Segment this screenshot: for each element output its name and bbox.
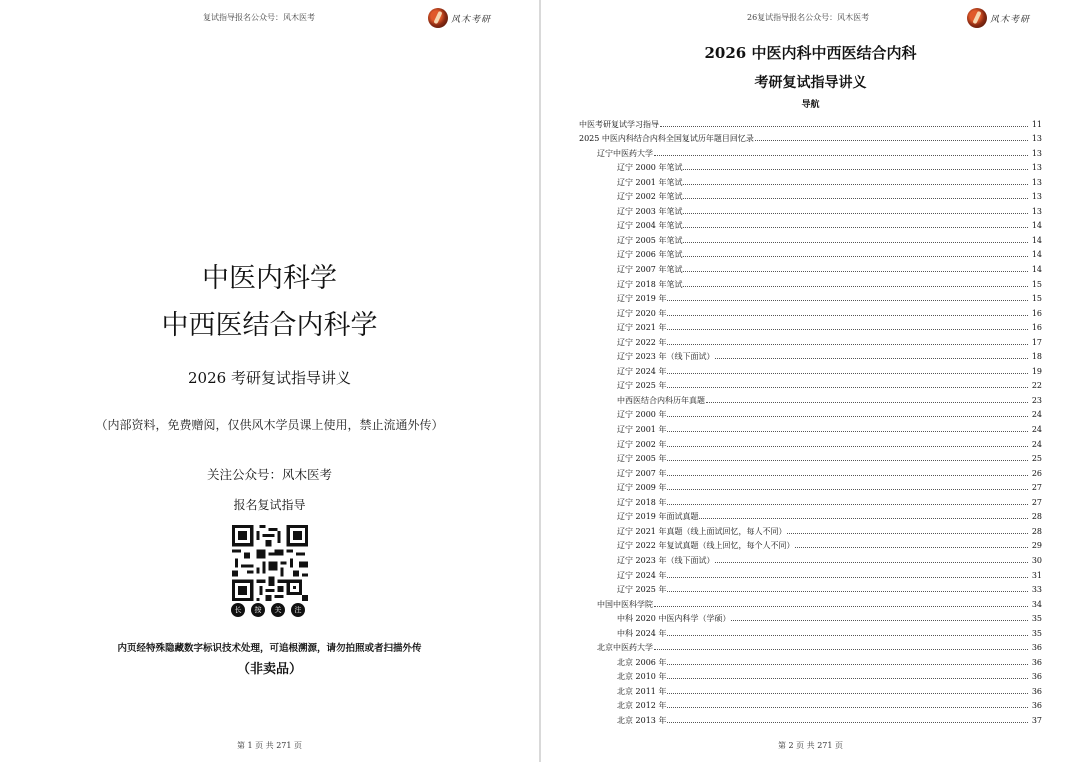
toc-entry-page: 23 <box>1031 395 1042 405</box>
toc-entry-page: 26 <box>1031 468 1042 478</box>
toc-entry[interactable] <box>579 376 1042 391</box>
brand-logo <box>967 8 1030 28</box>
toc-entry-label: 中医考研复试学习指导 <box>579 119 659 129</box>
toc-entry-label: 辽宁 2022 年复试真题（线上回忆，每个人不同） <box>617 541 795 551</box>
toc-entry-label: 北京 2010 年 <box>617 672 667 682</box>
toc-leader-dots <box>683 256 1028 257</box>
toc-entry-page: 18 <box>1031 352 1042 362</box>
toc-entry-page: 36 <box>1031 701 1042 711</box>
toc-entry[interactable] <box>579 259 1042 274</box>
toc-entry[interactable] <box>579 245 1042 260</box>
toc-entry-label: 辽宁 2024 年 <box>617 366 667 376</box>
toc-entry-page: 37 <box>1031 715 1042 725</box>
toc-entry[interactable] <box>579 390 1042 405</box>
toc-entry-label: 中西医结合内科历年真题 <box>617 395 705 405</box>
toc-entry-page: 22 <box>1031 381 1042 391</box>
page-footer: 第 1 页 共 271 页 <box>236 741 303 750</box>
toc-entry[interactable] <box>579 638 1042 653</box>
page-header-text: 复试指导报名公众号：风木医考 <box>203 13 315 22</box>
toc-leader-dots <box>699 518 1028 519</box>
toc-title-line2: 考研复试指导讲义 <box>754 75 867 91</box>
toc-entry-label: 北京中医药大学 <box>597 643 653 653</box>
toc-entry[interactable] <box>579 201 1042 216</box>
toc-entry-label: 辽宁 2001 年笔试 <box>617 177 683 187</box>
cover-follow-account: 关注公众号：风木医考 <box>206 467 332 482</box>
toc-leader-dots <box>667 693 1028 694</box>
toc-entry-page: 28 <box>1031 512 1042 522</box>
toc-leader-dots <box>683 198 1028 199</box>
toc-entry[interactable] <box>579 143 1042 158</box>
toc-entry[interactable] <box>579 449 1042 464</box>
toc-entry-label: 辽宁 2006 年笔试 <box>617 250 683 260</box>
toc-entry-label: 辽宁 2025 年 <box>617 585 667 595</box>
toc-entry-label: 辽宁中医药大学 <box>597 148 653 158</box>
page-footer: 第 2 页 共 271 页 <box>777 741 844 750</box>
toc-entry-page: 36 <box>1031 672 1042 682</box>
toc-entry-page: 29 <box>1031 541 1042 551</box>
toc-entry[interactable] <box>579 405 1042 420</box>
cover-notice: （内部资料，免费赠阅，仅供风木学员课上使用，禁止流通外传） <box>95 418 444 432</box>
toc-entry-page: 36 <box>1031 686 1042 696</box>
toc-entry-page: 13 <box>1031 148 1042 158</box>
toc-leader-dots <box>715 358 1028 359</box>
toc-entry[interactable] <box>579 667 1042 682</box>
toc-entry[interactable] <box>579 594 1042 609</box>
toc-entry-page: 13 <box>1031 163 1042 173</box>
toc-entry-label: 辽宁 2018 年 <box>617 497 667 507</box>
watermark-note: 内页经特殊隐藏数字标识技术处理，可追根溯源，请勿拍照或者扫描外传 <box>117 643 422 654</box>
toc-leader-dots <box>667 387 1028 388</box>
toc-entry-page: 24 <box>1031 439 1042 449</box>
toc-entry-label: 辽宁 2002 年笔试 <box>617 192 683 202</box>
toc-entry-label: 辽宁 2005 年笔试 <box>617 235 683 245</box>
toc-entry[interactable] <box>579 114 1042 129</box>
toc-entry-label: 2025 中医内科结合内科全国复试历年题目回忆录 <box>579 134 754 144</box>
toc-entry-page: 34 <box>1031 599 1042 609</box>
toc-leader-dots <box>667 446 1028 447</box>
toc-entry-label: 辽宁 2019 年 <box>617 294 667 304</box>
toc-entry[interactable] <box>579 565 1042 580</box>
toc-entry-label: 中国中医科学院 <box>597 599 653 609</box>
toc-entry-label: 北京 2012 年 <box>617 701 667 711</box>
toc-leader-dots <box>667 664 1028 665</box>
qr-caption-char: 按 <box>251 603 265 617</box>
toc-entry[interactable] <box>579 521 1042 536</box>
toc-entry-label: 辽宁 2023 年（线下面试） <box>617 352 715 362</box>
toc-entry-page: 35 <box>1031 628 1042 638</box>
qr-code[interactable] <box>232 525 308 601</box>
toc-leader-dots <box>667 577 1028 578</box>
toc-entry-page: 13 <box>1031 177 1042 187</box>
toc-entry-page: 14 <box>1031 235 1042 245</box>
toc-entry-page: 30 <box>1031 555 1042 565</box>
toc-entry[interactable] <box>579 550 1042 565</box>
toc-entry-label: 辽宁 2025 年 <box>617 381 667 391</box>
toc-leader-dots <box>667 591 1028 592</box>
toc-nav-heading: 导航 <box>801 100 820 110</box>
toc-leader-dots <box>667 460 1028 461</box>
toc-entry-page: 13 <box>1031 192 1042 202</box>
table-of-contents <box>579 114 1042 725</box>
toc-entry-label: 辽宁 2007 年 <box>617 468 667 478</box>
toc-entry[interactable] <box>579 478 1042 493</box>
toc-entry[interactable] <box>579 289 1042 304</box>
toc-entry-page: 14 <box>1031 221 1042 231</box>
toc-leader-dots <box>667 373 1028 374</box>
brand-logo-icon <box>428 8 448 28</box>
toc-leader-dots <box>660 126 1028 127</box>
qr-caption-char: 长 <box>231 603 245 617</box>
toc-entry-label: 辽宁 2020 年 <box>617 308 667 318</box>
toc-entry-page: 27 <box>1031 483 1042 493</box>
toc-entry-page: 13 <box>1031 206 1042 216</box>
toc-entry-page: 33 <box>1031 585 1042 595</box>
toc-entry-label: 辽宁 2007 年笔试 <box>617 265 683 275</box>
qr-caption-char: 关 <box>271 603 285 617</box>
toc-leader-dots <box>731 620 1028 621</box>
toc-entry-page: 15 <box>1031 294 1042 304</box>
toc-page <box>541 0 1080 762</box>
brand-logo-icon <box>967 8 987 28</box>
toc-entry[interactable] <box>579 187 1042 202</box>
toc-entry[interactable] <box>579 318 1042 333</box>
cover-title-line1: 中医内科学 <box>202 263 337 294</box>
toc-entry[interactable] <box>579 580 1042 595</box>
qr-caption <box>231 603 305 617</box>
toc-entry[interactable] <box>579 303 1042 318</box>
toc-leader-dots <box>667 489 1028 490</box>
toc-entry[interactable] <box>579 361 1042 376</box>
toc-entry[interactable] <box>579 347 1042 362</box>
toc-entry-label: 辽宁 2005 年 <box>617 454 667 464</box>
toc-entry-label: 辽宁 2004 年笔试 <box>617 221 683 231</box>
toc-entry-page: 24 <box>1031 425 1042 435</box>
toc-entry-page: 24 <box>1031 410 1042 420</box>
toc-entry-label: 辽宁 2024 年 <box>617 570 667 580</box>
toc-entry-label: 辽宁 2003 年笔试 <box>617 206 683 216</box>
toc-leader-dots <box>667 475 1028 476</box>
toc-entry[interactable] <box>579 492 1042 507</box>
toc-entry[interactable] <box>579 216 1042 231</box>
toc-entry[interactable] <box>579 172 1042 187</box>
toc-leader-dots <box>683 227 1028 228</box>
toc-entry[interactable] <box>579 230 1042 245</box>
toc-leader-dots <box>667 416 1028 417</box>
qr-caption-char: 注 <box>291 603 305 617</box>
toc-entry-label: 辽宁 2001 年 <box>617 425 667 435</box>
toc-leader-dots <box>654 155 1028 156</box>
toc-leader-dots <box>667 635 1028 636</box>
toc-entry-page: 13 <box>1031 134 1042 144</box>
brand-logo <box>428 8 491 28</box>
toc-entry-label: 北京 2006 年 <box>617 657 667 667</box>
toc-entry-page: 35 <box>1031 614 1042 624</box>
toc-title-line1: 2026 中医内科中西医结合内科 <box>704 44 917 62</box>
toc-entry-page: 19 <box>1031 366 1042 376</box>
toc-leader-dots <box>667 431 1028 432</box>
brand-logo-text: 风木考研 <box>990 14 1031 25</box>
cover-register-text: 报名复试指导 <box>233 498 306 512</box>
cover-subtitle: 2026 考研复试指导讲义 <box>188 369 351 387</box>
toc-leader-dots <box>667 678 1028 679</box>
toc-leader-dots <box>667 504 1028 505</box>
toc-entry-label: 北京 2013 年 <box>617 715 667 725</box>
toc-entry[interactable] <box>579 536 1042 551</box>
toc-entry-page: 16 <box>1031 308 1042 318</box>
toc-entry-page: 14 <box>1031 250 1042 260</box>
toc-entry-label: 中科 2020 中医内科学（学硕） <box>617 614 731 624</box>
toc-entry-label: 辽宁 2002 年 <box>617 439 667 449</box>
toc-entry-label: 辽宁 2021 年 <box>617 323 667 333</box>
toc-leader-dots <box>683 169 1028 170</box>
qr-code-icon <box>232 525 308 601</box>
toc-entry-page: 15 <box>1031 279 1042 289</box>
toc-entry[interactable] <box>579 507 1042 522</box>
toc-entry-page: 25 <box>1031 454 1042 464</box>
toc-leader-dots <box>654 606 1028 607</box>
not-for-sale: （非卖品） <box>236 662 302 677</box>
toc-entry[interactable] <box>579 609 1042 624</box>
toc-entry[interactable] <box>579 332 1042 347</box>
toc-entry[interactable] <box>579 623 1042 638</box>
toc-entry-page: 36 <box>1031 657 1042 667</box>
toc-entry[interactable] <box>579 652 1042 667</box>
toc-leader-dots <box>667 722 1028 723</box>
toc-entry[interactable] <box>579 158 1042 173</box>
toc-leader-dots <box>715 562 1028 563</box>
toc-entry[interactable] <box>579 419 1042 434</box>
toc-leader-dots <box>667 315 1028 316</box>
toc-entry-page: 14 <box>1031 265 1042 275</box>
toc-leader-dots <box>683 213 1028 214</box>
toc-entry-page: 31 <box>1031 570 1042 580</box>
toc-entry[interactable] <box>579 696 1042 711</box>
cover-page <box>0 0 539 762</box>
toc-entry[interactable] <box>579 129 1042 144</box>
toc-entry-label: 辽宁 2018 年笔试 <box>617 279 683 289</box>
toc-entry-label: 中科 2024 年 <box>617 628 667 638</box>
toc-entry-label: 辽宁 2000 年笔试 <box>617 163 683 173</box>
toc-entry-page: 16 <box>1031 323 1042 333</box>
toc-leader-dots <box>706 402 1028 403</box>
toc-leader-dots <box>667 707 1028 708</box>
toc-entry[interactable] <box>579 710 1042 725</box>
toc-leader-dots <box>667 300 1028 301</box>
toc-leader-dots <box>683 184 1028 185</box>
toc-entry-label: 辽宁 2009 年 <box>617 483 667 493</box>
toc-leader-dots <box>755 140 1028 141</box>
toc-entry-label: 北京 2011 年 <box>617 686 667 696</box>
toc-entry-label: 辽宁 2023 年（线下面试） <box>617 555 715 565</box>
toc-entry-page: 27 <box>1031 497 1042 507</box>
toc-entry-page: 36 <box>1031 643 1042 653</box>
toc-leader-dots <box>667 329 1028 330</box>
toc-entry[interactable] <box>579 274 1042 289</box>
toc-entry-label: 辽宁 2019 年面试真题 <box>617 512 699 522</box>
toc-leader-dots <box>787 533 1028 534</box>
toc-entry[interactable] <box>579 463 1042 478</box>
toc-leader-dots <box>683 242 1028 243</box>
cover-title-line2: 中西医结合内科学 <box>161 310 378 341</box>
toc-entry-label: 辽宁 2022 年 <box>617 337 667 347</box>
toc-entry-label: 辽宁 2000 年 <box>617 410 667 420</box>
toc-leader-dots <box>683 271 1028 272</box>
toc-leader-dots <box>667 344 1028 345</box>
toc-leader-dots <box>654 649 1028 650</box>
toc-leader-dots <box>795 547 1028 548</box>
toc-leader-dots <box>683 286 1028 287</box>
toc-entry-page: 11 <box>1031 119 1042 129</box>
toc-entry-page: 17 <box>1031 337 1042 347</box>
brand-logo-text: 风木考研 <box>451 14 492 25</box>
toc-entry[interactable] <box>579 681 1042 696</box>
toc-entry-label: 辽宁 2021 年真题（线上面试回忆，每人不同） <box>617 526 787 536</box>
toc-entry[interactable] <box>579 434 1042 449</box>
page-header-text: 26复试指导报名公众号：风木医考 <box>747 13 870 22</box>
toc-entry-page: 28 <box>1031 526 1042 536</box>
